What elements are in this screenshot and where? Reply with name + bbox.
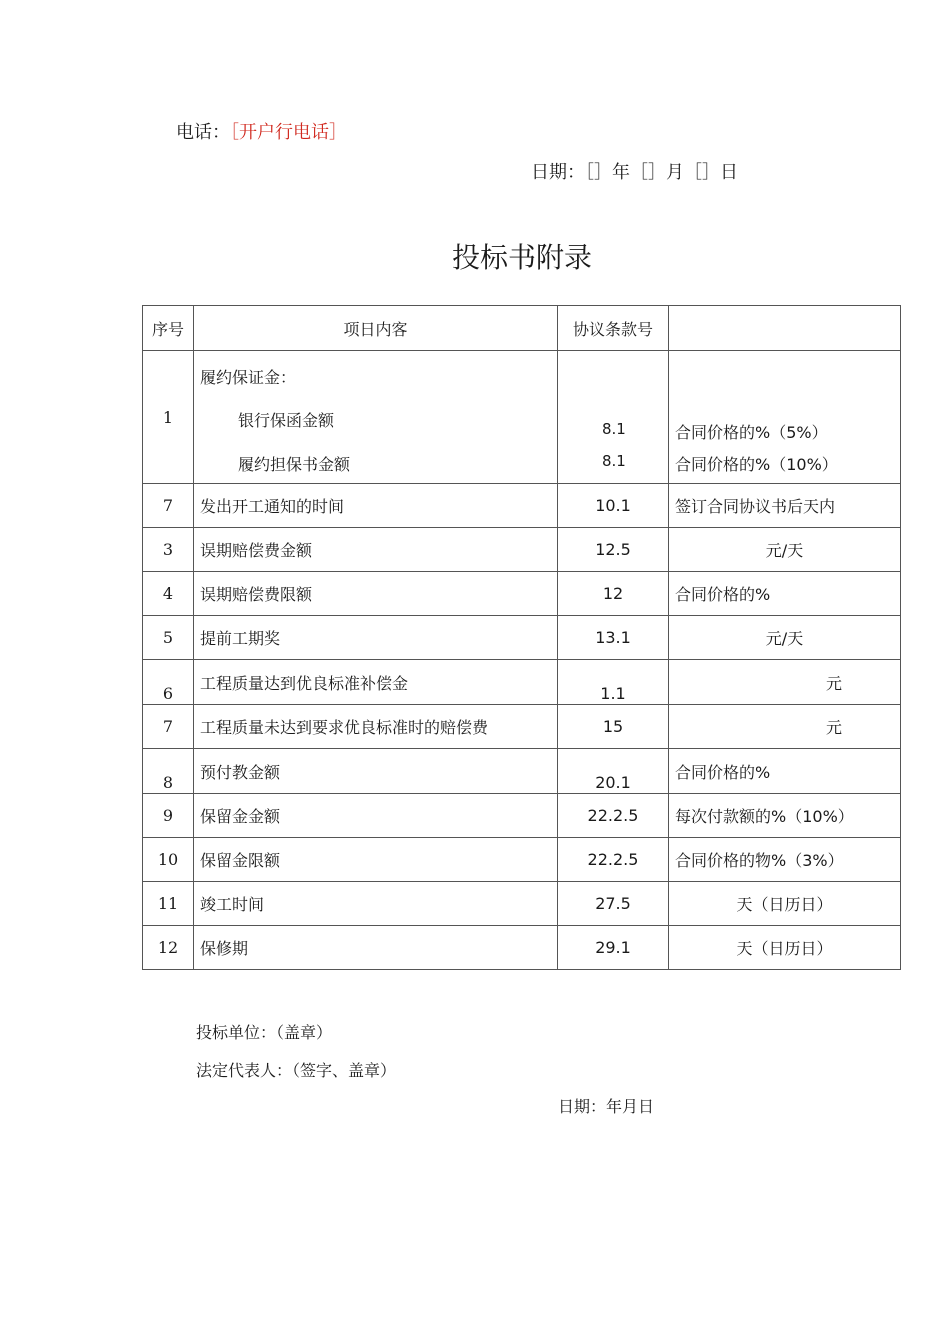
row-item: 误期赔偿费金额 (194, 528, 558, 572)
row-value: 元 (669, 660, 901, 705)
appendix-table (142, 305, 901, 970)
row-item: 工程质量未达到要求优良标准时的赔偿费 (194, 705, 558, 749)
row-clause-bond (558, 351, 669, 484)
bond-sub-item-1: 银行保函金额 (238, 411, 335, 430)
row-item: 工程质量达到优良标准补偿金 (194, 660, 558, 705)
row-clause: 12 (558, 572, 669, 616)
header-item: 项日内客 (194, 306, 558, 351)
row-no: 8 (143, 749, 194, 794)
header-no: 序号 (143, 306, 194, 351)
header-value (669, 306, 901, 351)
row-value: 元/天 (669, 528, 901, 572)
row-clause: 22.2.5 (558, 794, 669, 838)
bond-sub-item-2: 履约担保书金额 (238, 455, 351, 474)
row-item: 误期赔偿费限额 (194, 572, 558, 616)
table-row (143, 660, 901, 705)
bond-sub-value-1: 合同价格的%（5%） (675, 423, 828, 442)
table-row (143, 705, 901, 749)
row-clause: 27.5 (558, 882, 669, 926)
row-clause: 12.5 (558, 528, 669, 572)
table-row (143, 528, 901, 572)
row-value: 元 (669, 705, 901, 749)
table-row (143, 926, 901, 970)
footer-date: 日期：年月日 (558, 1097, 655, 1116)
bidder-signature-line: 投标单位：（盖章） (196, 1023, 333, 1042)
header-clause: 协议条款号 (558, 306, 669, 351)
row-no: 3 (143, 528, 194, 572)
row-value-bond (669, 351, 901, 484)
table-row (143, 616, 901, 660)
row-value: 元/天 (669, 616, 901, 660)
row-no: 4 (143, 572, 194, 616)
phone-line (176, 118, 347, 144)
row-item: 提前工期奖 (194, 616, 558, 660)
row-clause: 20.1 (558, 749, 669, 794)
row-value: 每次付款额的%（10%） (669, 794, 901, 838)
row-item: 发出开工通知的时间 (194, 484, 558, 528)
row-clause: 15 (558, 705, 669, 749)
row-value: 合同价格的物%（3%） (669, 838, 901, 882)
legal-representative-line: 法定代表人：（签字、盖章） (196, 1061, 397, 1080)
row-no: 12 (143, 926, 194, 970)
table-row (143, 484, 901, 528)
row-value: 天（日历日） (669, 882, 901, 926)
row-clause: 10.1 (558, 484, 669, 528)
phone-close-bracket: ］ (329, 122, 347, 143)
table-row (143, 572, 901, 616)
row-clause: 22.2.5 (558, 838, 669, 882)
row-item: 保留金金额 (194, 794, 558, 838)
row-item-bond (194, 351, 558, 484)
row-no: 10 (143, 838, 194, 882)
document-title: 投标书附录 (451, 241, 592, 274)
row-no: 7 (143, 484, 194, 528)
table-row (143, 882, 901, 926)
row-item: 保留金限额 (194, 838, 558, 882)
phone-label: 电话： (176, 122, 230, 143)
row-clause: 13.1 (558, 616, 669, 660)
bond-sub-clause-2: 8.1 (602, 452, 626, 470)
bond-title: 履约保证金： (200, 368, 297, 387)
phone-value: 开户行电话 (239, 122, 329, 143)
row-item: 竣工时间 (194, 882, 558, 926)
table-row-bond (143, 351, 901, 484)
row-value: 天（日历日） (669, 926, 901, 970)
row-value: 签订合同协议书后天内 (669, 484, 901, 528)
row-value: 合同价格的% (669, 572, 901, 616)
header-date: 日期：［］年［］月［］日 (531, 162, 738, 183)
phone-open-bracket: ［ (230, 122, 239, 143)
bond-sub-clause-1: 8.1 (602, 420, 626, 438)
row-no: 9 (143, 794, 194, 838)
row-item: 保修期 (194, 926, 558, 970)
table-row (143, 794, 901, 838)
row-no: 1 (143, 351, 194, 484)
row-item: 预付教金额 (194, 749, 558, 794)
row-no: 11 (143, 882, 194, 926)
table-row (143, 838, 901, 882)
row-value: 合同价格的% (669, 749, 901, 794)
row-no: 7 (143, 705, 194, 749)
table-row (143, 749, 901, 794)
row-no: 6 (143, 660, 194, 705)
row-clause: 1.1 (558, 660, 669, 705)
row-no: 5 (143, 616, 194, 660)
bond-sub-value-2: 合同价格的%（10%） (675, 455, 838, 474)
row-clause: 29.1 (558, 926, 669, 970)
table-header-row (143, 306, 901, 351)
